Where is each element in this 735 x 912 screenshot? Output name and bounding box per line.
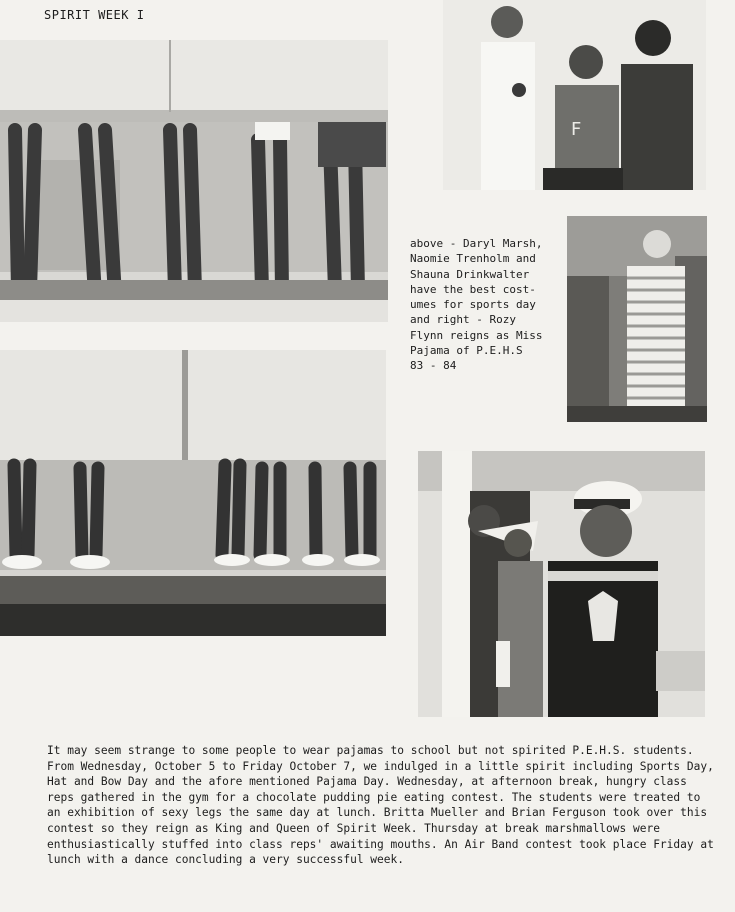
legs-contest-photo-bottom <box>0 350 386 636</box>
photo-caption: above - Daryl Marsh, Naomie Trenholm and Shauna Drinkwalter have the best cost- umes for sports day and right - Rozy Flynn reigns as Miss Pajama of P.E.H.S 83 - 84 <box>410 237 543 373</box>
svg-text:F: F <box>571 119 582 140</box>
hat-day-photo <box>418 451 705 717</box>
sports-day-costumes-photo <box>443 0 706 190</box>
legs-contest-photo-top <box>0 40 388 322</box>
article-text: It may seem strange to some people to wear pajamas to school but not spirited P.E.H.S. students. From Wednesday, October 5 to Friday October 7, we indulged in a little spirit including Sports Day, Hat and Bow Day and the afore mentioned Pajama Day. Wednesday, at afternoon break, hungry class reps gathered in the gym for a chocolate pudding pie eating contest. The students were treated to an exhibition of sexy legs the same day at lunch. Britta Mueller and Brian Ferguson took over this contest so they reign as King and Queen of Spirit Week. Thursday at break marshmallows were enthusiastically stuffed into class reps' awaiting mouths. An Air Band contest took place Friday at lunch with a dance concluding a very successful week. <box>47 744 714 867</box>
page-title: SPIRIT WEEK I <box>44 8 145 22</box>
miss-pajama-photo <box>567 216 707 422</box>
